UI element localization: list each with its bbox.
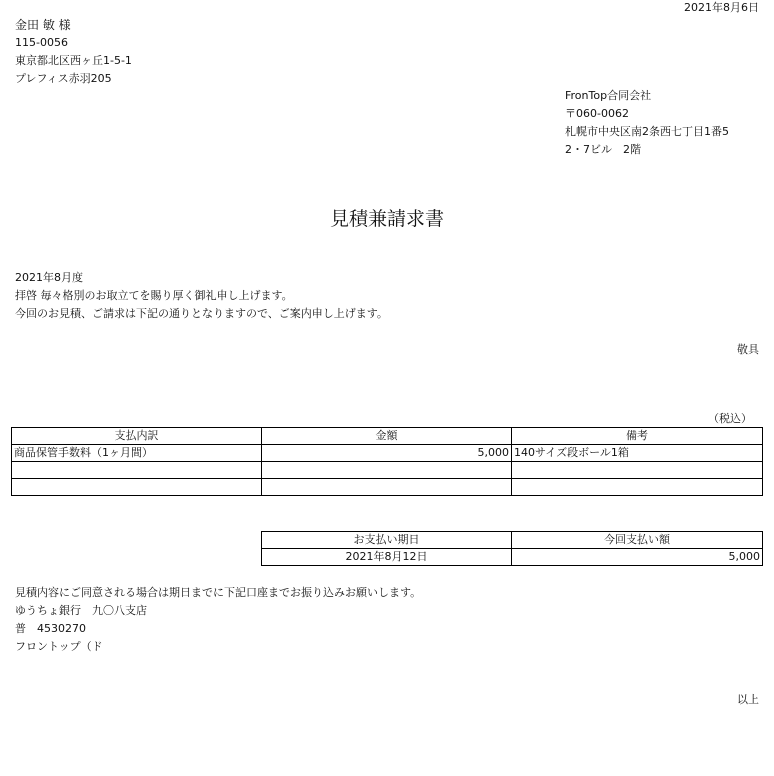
customer-name: 金田 敏 様 xyxy=(15,18,71,32)
header-amount: 金額 xyxy=(262,428,512,445)
items-table xyxy=(11,427,763,496)
tax-note: （税込） xyxy=(708,412,752,425)
issuer-block xyxy=(565,89,729,161)
issue-date: 2021年8月6日 xyxy=(684,1,759,14)
item-description xyxy=(12,479,262,496)
item-amount: 5,000 xyxy=(262,445,512,462)
item-amount xyxy=(262,479,512,496)
account-number: 普 4530270 xyxy=(15,622,86,635)
issuer-postal: 〒060-0062 xyxy=(565,107,629,120)
bank-name: ゆうちょ銀行 九〇八支店 xyxy=(15,604,147,617)
issuer-address: 札幌市中央区南2条西七丁目1番5 xyxy=(565,125,729,138)
issuer-company: FronTop合同会社 xyxy=(565,89,652,102)
end-mark: 以上 xyxy=(737,693,759,706)
header-due-date: お支払い期日 xyxy=(262,532,512,549)
issuer-building: 2・7ビル 2階 xyxy=(565,143,641,156)
customer-building: プレフィス赤羽205 xyxy=(15,72,112,85)
customer-address: 東京都北区西ヶ丘1-5-1 xyxy=(15,54,132,67)
due-date-value: 2021年8月12日 xyxy=(262,549,512,566)
table-row xyxy=(12,479,763,496)
item-remarks: 140サイズ段ボール1箱 xyxy=(512,445,763,462)
account-holder: フロントップ（ド xyxy=(15,640,103,653)
item-description: 商品保管手数料（1ヶ月間） xyxy=(12,445,262,462)
item-description xyxy=(12,462,262,479)
header-payment-amount: 今回支払い額 xyxy=(512,532,763,549)
table-row xyxy=(12,445,763,462)
greeting-text: 拝啓 毎々格別のお取立てを賜り厚く御礼申し上げます。 xyxy=(15,289,293,302)
header-remarks: 備考 xyxy=(512,428,763,445)
billing-period: 2021年8月度 xyxy=(15,271,83,284)
table-row xyxy=(262,549,763,566)
table-row xyxy=(12,462,763,479)
item-remarks xyxy=(512,462,763,479)
table-header-row xyxy=(262,532,763,549)
payment-info-block xyxy=(15,586,421,658)
header-breakdown: 支払内訳 xyxy=(12,428,262,445)
item-amount xyxy=(262,462,512,479)
item-remarks xyxy=(512,479,763,496)
payment-amount-value: 5,000 xyxy=(512,549,763,566)
intro-block xyxy=(15,271,388,325)
closing-text: 敬具 xyxy=(737,343,759,356)
customer-block xyxy=(15,18,132,90)
payment-note: 見積内容にご同意される場合は期日までに下記口座までお振り込みお願いします。 xyxy=(15,586,422,599)
document-title: 見積兼請求書 xyxy=(329,208,444,230)
customer-postal: 115-0056 xyxy=(15,36,68,49)
intro-body-text: 今回のお見積、ご請求は下記の通りとなりますので、ご案内申し上げます。 xyxy=(15,307,388,320)
table-header-row xyxy=(12,428,763,445)
payment-due-table xyxy=(261,531,763,566)
